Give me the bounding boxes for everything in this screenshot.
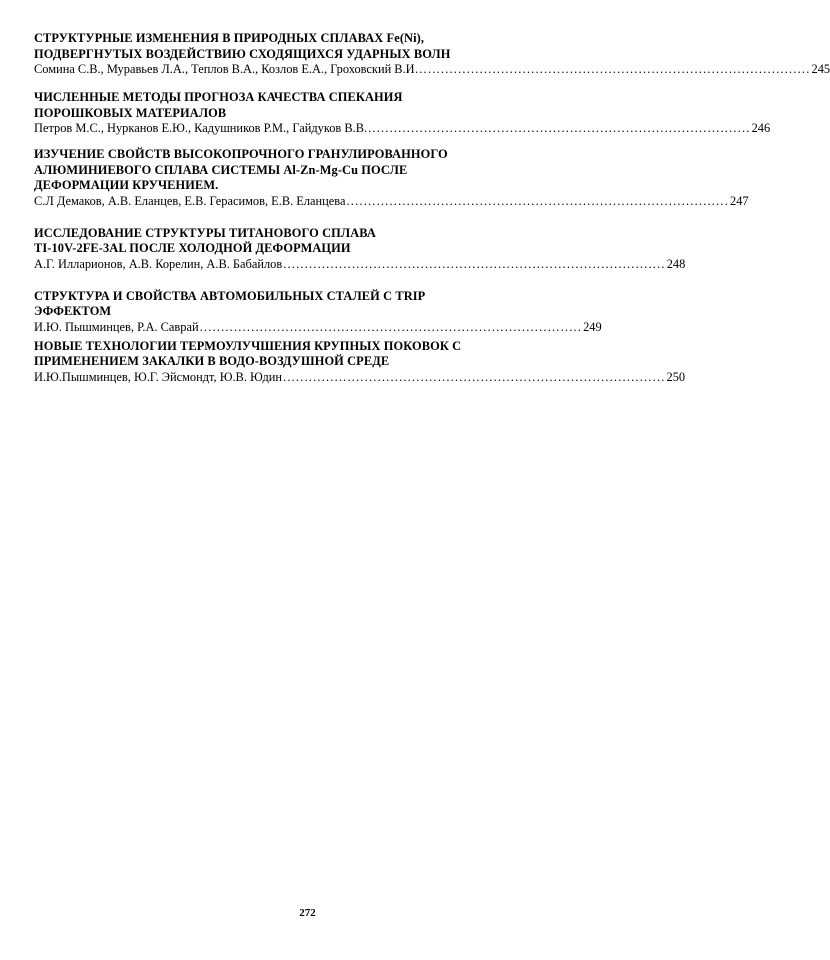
toc-entry xyxy=(34,225,686,272)
entry-authors-row xyxy=(34,193,749,209)
entry-page-number: 247 xyxy=(730,193,749,208)
entry-authors-row xyxy=(34,369,686,385)
entry-authors: Петров М.С., Нурканов Е.Ю., Кадушников Р.М., Гайдуков В.В. xyxy=(34,121,368,135)
leader-dots: ......................................................................................... xyxy=(428,62,811,76)
entry-page-number: 248 xyxy=(666,256,686,271)
entry-title-line: ЧИСЛЕННЫЕ МЕТОДЫ ПРОГНОЗА КАЧЕСТВА СПЕКАНИЯ xyxy=(34,90,403,104)
entry-authors: С.Л Демаков, А.В. Еланцев, Е.В. Герасимов, Е.В. Еланцева xyxy=(34,193,346,208)
entry-authors-row xyxy=(34,62,830,77)
entry-title-line: АЛЮМИНИЕВОГО СПЛАВА СИСТЕМЫ Al-Zn-Mg-Cu ПОСЛЕ xyxy=(34,162,408,177)
entry-authors-row xyxy=(34,319,602,335)
entry-title xyxy=(34,147,582,194)
toc-entry xyxy=(34,31,830,77)
leader-dots: ......................................................................................... xyxy=(346,193,729,208)
entry-title-line: СТРУКТУРА И СВОЙСТВА АВТОМОБИЛЬНЫХ СТАЛЕЙ С TRIP xyxy=(34,288,426,303)
entry-title xyxy=(34,226,582,257)
entry-title-line: ЭФФЕКТОМ xyxy=(34,304,112,318)
entry-title-line: ПОРОШКОВЫХ МАТЕРИАЛОВ xyxy=(34,105,227,120)
entry-authors-row xyxy=(34,256,686,272)
entry-title-line: ДЕФОРМАЦИИ КРУЧЕНИЕМ. xyxy=(34,178,219,192)
leader-dots: ......................................................................................... xyxy=(283,256,666,271)
entry-page-number: 245 xyxy=(811,62,830,76)
entry-authors: И.Ю.Пышминцев, Ю.Г. Эйсмондт, Ю.В. Юдин xyxy=(34,369,283,384)
entry-title xyxy=(34,31,582,62)
entry-title xyxy=(34,339,582,370)
entry-title-line: ПРИМЕНЕНИЕМ ЗАКАЛКИ В ВОДО-ВОЗДУШНОЙ СРЕДЕ xyxy=(34,354,390,368)
entry-title-line: НОВЫЕ ТЕХНОЛОГИИ ТЕРМОУЛУЧШЕНИЯ КРУПНЫХ ПОКОВОК С xyxy=(34,338,462,353)
table-of-contents xyxy=(34,31,830,398)
entry-title-line: ПОДВЕРГНУТЫХ ВОЗДЕЙСТВИЮ СХОДЯЩИХСЯ УДАРНЫХ ВОЛН xyxy=(34,46,451,61)
leader-dots: ......................................................................................... xyxy=(368,121,751,135)
entry-authors: Сомина С.В., Муравьев Л.А., Теплов В.А., Козлов Е.А., Гроховский В.И… xyxy=(34,62,428,76)
entry-title-line: TI-10V-2FE-3AL ПОСЛЕ ХОЛОДНОЙ ДЕФОРМАЦИИ xyxy=(34,241,351,255)
entry-page-number: 250 xyxy=(666,369,686,384)
leader-dots: ......................................................................................... xyxy=(199,319,583,334)
leader-dots: ......................................................................................... xyxy=(283,369,666,384)
entry-title-line: СТРУКТУРНЫЕ ИЗМЕНЕНИЯ В ПРИРОДНЫХ СПЛАВАХ Fe(Ni), xyxy=(34,31,425,45)
entry-title xyxy=(34,90,582,121)
entry-title xyxy=(34,289,582,320)
toc-entry xyxy=(34,147,749,209)
entry-title-line: ИЗУЧЕНИЕ СВОЙСТВ ВЫСОКОПРОЧНОГО ГРАНУЛИРОВАННОГО xyxy=(34,147,448,161)
toc-entry xyxy=(34,338,686,385)
entry-authors-row xyxy=(34,121,771,136)
entry-page-number: 246 xyxy=(751,121,771,135)
entry-authors: И.Ю. Пышминцев, Р.А. Саврай xyxy=(34,319,199,334)
page-number: 272 xyxy=(299,907,316,919)
entry-page-number: 249 xyxy=(583,319,602,334)
entry-title-line: ИССЛЕДОВАНИЕ СТРУКТУРЫ ТИТАНОВОГО СПЛАВА xyxy=(34,225,376,240)
page-footer xyxy=(0,907,615,919)
entry-authors: А.Г. Илларионов, А.В. Корелин, А.В. Бабайлов xyxy=(34,256,283,271)
toc-entry xyxy=(34,90,771,136)
toc-entry xyxy=(34,288,602,335)
